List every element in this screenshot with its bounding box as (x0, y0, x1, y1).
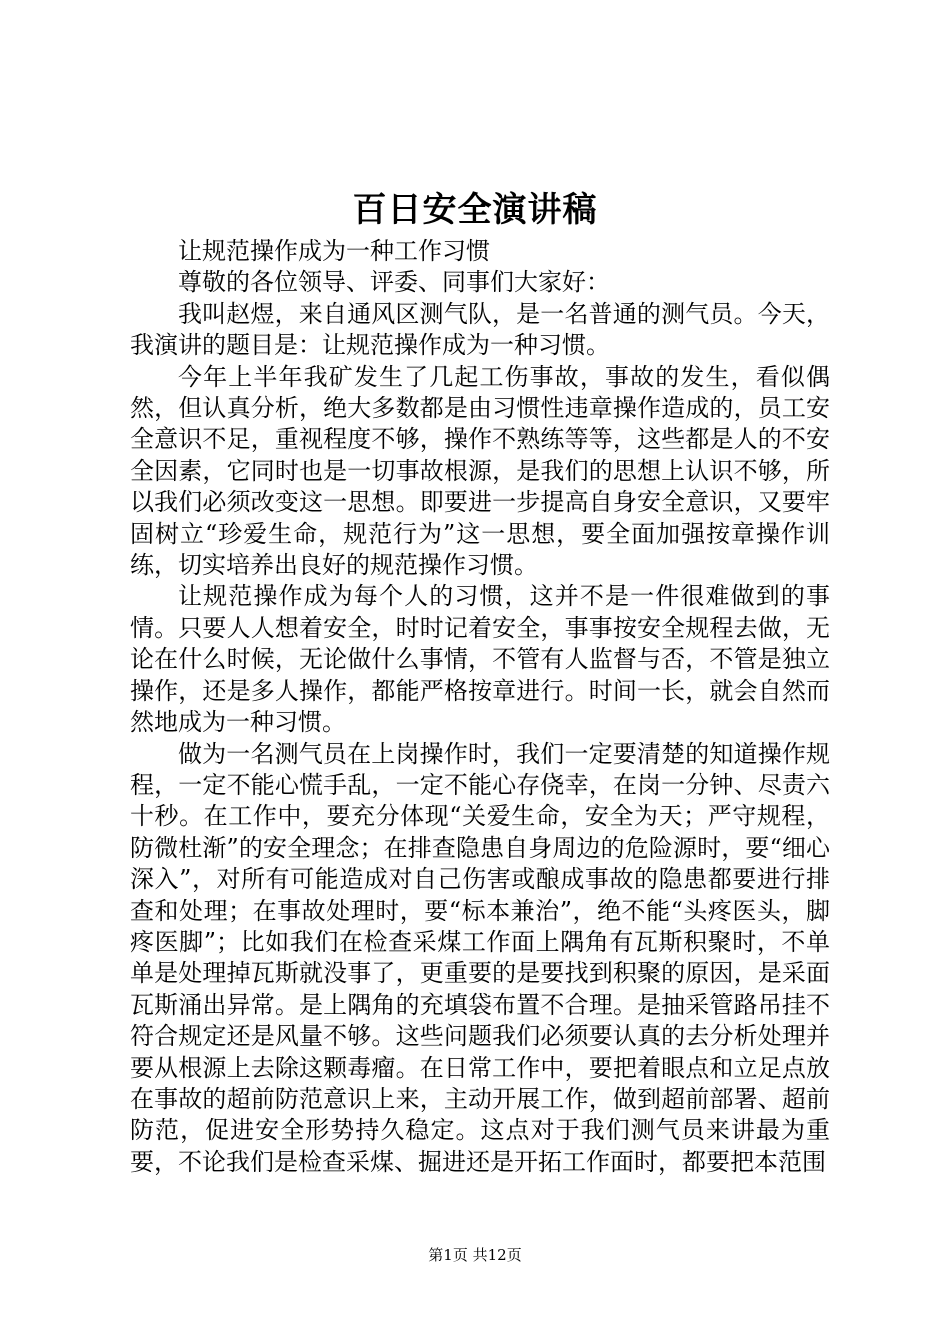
paragraph-gas-inspector: 做为一名测气员在上岗操作时，我们一定要清楚的知道操作规程，一定不能心慌手乱，一定不能心存侥幸，在岗一分钟、尽责六十秒。在工作中，要充分体现“关爱生命，安全为天；严守规程，防微杜渐”的安全理念；在排查隐患自身周边的危险源时，要“细心深入”，对所有可能造成对自己伤害或酿成事故的隐患都要进行排查和处理；在事故处理时，要“标本兼治”，绝不能“头疼医头，脚疼医脚”；比如我们在检查采煤工作面上隅角有瓦斯积聚时，不单单是处理掉瓦斯就没事了，更重要的是要找到积聚的原因，是采面瓦斯涌出异常。是上隅角的充填袋布置不合理。是抽采管路吊挂不符合规定还是风量不够。这些问题我们必须要认真的去分析处理并要从根源上去除这颗毒瘤。在日常工作中，要把着眼点和立足点放在事故的超前防范意识上来，主动开展工作，做到超前部署、超前防范，促进安全形势持久稳定。这点对于我们测气员来讲最为重要，不论我们是检查采煤、掘进还是开拓工作面时，都要把本范围 (130, 739, 830, 1176)
document-title: 百日安全演讲稿 (352, 190, 598, 230)
paragraph-greeting: 尊敬的各位领导、评委、同事们大家好： (178, 268, 610, 297)
paragraph-subtitle: 让规范操作成为一种工作习惯 (178, 237, 490, 265)
document-body (130, 236, 830, 1178)
paragraph-habit: 让规范操作成为每个人的习惯，这并不是一件很难做到的事情。只要人人想着安全，时时记着安全，事事按安全规程去做，无论在什么时候，无论做什么事情，不管有人监督与否，不管是独立操作，还是多人操作，都能严格按章进行。时间一长，就会自然而然地成为一种习惯。 (130, 582, 830, 737)
paragraph-introduction: 我叫赵煜，来自通风区测气队，是一名普通的测气员。今天，我演讲的题目是：让规范操作成为一种习惯。 (130, 299, 830, 360)
paragraph-accidents: 今年上半年我矿发生了几起工伤事故，事故的发生，看似偶然，但认真分析，绝大多数都是由习惯性违章操作造成的，员工安全意识不足，重视程度不够，操作不熟练等等，这些都是人的不安全因素，它同时也是一切事故根源，是我们的思想上认识不够，所以我们必须改变这一思想。即要进一步提高自身安全意识，又要牢固树立“珍爱生命，规范行为”这一思想，要全面加强按章操作训练，切实培养出良好的规范操作习惯。 (130, 362, 830, 580)
page-number-footer: 第1页 共12页 (428, 1246, 522, 1264)
